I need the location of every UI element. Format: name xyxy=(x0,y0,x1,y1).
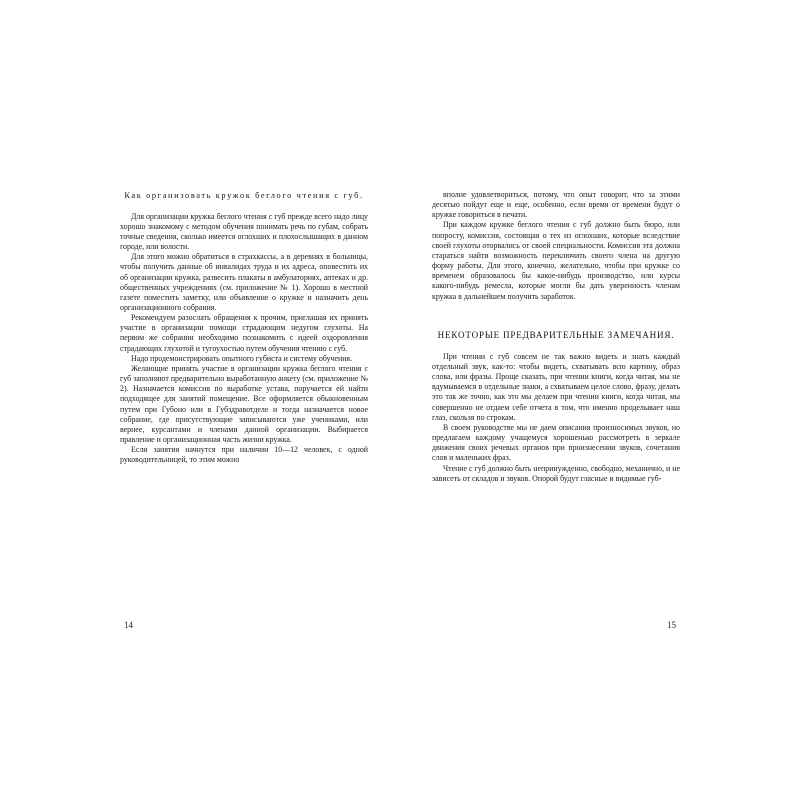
right-page-body xyxy=(432,190,680,602)
paragraph: Для организации кружка беглого чтения с губ прежде всего надо лицу хорошо знакомому с методом обучения понимать речь по губам, собрать точные сведения, сколько имеется оглохших и плохослышащих в данном городе, или волости. xyxy=(120,211,368,252)
paragraph: Если занятия начнутся при наличии 10—12 человек, с одной руководительницей, то этим можно xyxy=(120,445,368,465)
paragraph: вполне удовлетвориться, потому, что опыт говорит, что за этими десятью пойдут еще и еще, особенно, если время от времени будут о кружке говориться в печати. xyxy=(432,190,680,220)
paragraph: При чтении с губ совсем не так важно видеть и знать каждый отдельный звук, как-то: чтобы видеть, схватывать всю картину, образ слова, или фразы. Проще сказать, при чтении книги, когда читая, мы не вдумываемся в отдельные знаки, а схватываем целое слово, фразу, делать это так же точно, как это мы делаем при чтении книги, когда читая, мы совершенно не отдаем себе отчета в том, что именно проделывает наш глаз, скользя по строкам. xyxy=(432,351,680,422)
left-page-body xyxy=(120,190,368,602)
left-page-heading: Как организовать кружок беглого чтения с губ. xyxy=(124,191,364,200)
book-spread xyxy=(120,190,680,630)
left-page xyxy=(120,190,368,630)
paragraph: Надо продемонстрировать опытного губиста и систему обучения. xyxy=(131,353,353,363)
paragraph: Чтение с губ должно быть непринужденно, свободно, механично, и не зависеть от складов и звуков. Опорой будут гласные и видимые губ- xyxy=(432,463,680,483)
page-number: 15 xyxy=(667,620,676,630)
paragraph: При каждом кружке беглого чтения с губ должно быть бюро, или попросту, комиссия, состоящая о тех из оглохших, которые вследствие своей глухоты оторвались от своей специальности. Комиссия эта должна стараться найти возможность переключить своего члена на другую форму работы. Для этого, конечно, желательно, чтобы при кружке со временем образовалось бы какое-нибудь производство, или курсы какого-нибудь ремесла, которые могли бы дать уверенность членам кружка в дальнейшем получить заработок. xyxy=(432,220,680,301)
paragraph: Для этого можно обратиться в страхкассы, а в деревнях в больницы, чтобы получить данные об инвалидах труда и их адреса, оповестить их об организации кружка, развесить плакаты в амбулаториях, аптеках и др. общественных учреждениях (см. приложение № 1). Хорошо в местной газете поместить заметку, или объявление о кружке и назначить день организационного собрания. xyxy=(120,252,368,313)
paragraph: В своем руководстве мы не даем описания произносимых звуков, но предлагаем каждому учащемуся хорошенько рассмотреть в зеркале движения своих речевых органов при произнесении звуков, сочетания слов и маленьких фраз. xyxy=(432,422,680,463)
paragraph: Желающие принять участие в организации кружка беглого чтения с губ заполняют предварительно выработанную анкету (см. приложение № 2). Назначается комиссия по выработке устава, поручается ей найти подходящее для занятий помещение. Все оформляется обыкновенным путем при Губоно или в Губздравотделе и тогда назначается новое собрание, где присутствующие записываются уже учениками, или вернее, курсантами и членами данной организации. Выбирается правление и организационная часть жизни кружка. xyxy=(120,363,368,445)
right-page xyxy=(432,190,680,630)
paragraph: Рекомендуем разослать обращения к прочим, приглашая их принять участие в организации помощи страдающим недугом глухоты. На первом же собрании необходимо познакомить с идеей оздоровления страдающих глухотой и тугоухостью путем обучения чтению с губ. xyxy=(120,313,368,353)
page-number: 14 xyxy=(124,620,133,630)
right-page-heading: НЕКОТОРЫЕ ПРЕДВАРИТЕЛЬНЫЕ ЗАМЕЧАНИЯ. xyxy=(437,329,675,340)
